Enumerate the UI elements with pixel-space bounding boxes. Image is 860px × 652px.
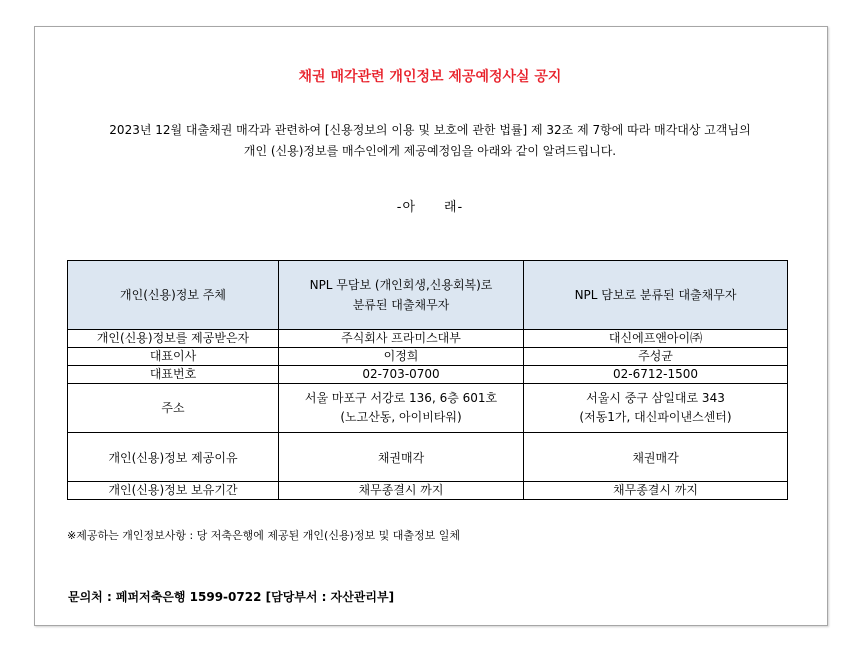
cell-secured: 채권매각 [524,433,788,482]
contact-info: 문의처 : 페퍼저축은행 1599-0722 [담당부서 : 자산관리부] [68,590,395,604]
address-line-2: (노고산동, 아이비타워) [340,410,462,424]
section-marker: -아 래- [396,200,464,215]
header-secured: NPL 담보로 분류된 대출채무자 [524,261,788,330]
address-line-1: 서울시 중구 삼일대로 343 [586,391,725,405]
header-unsecured-line-2: 분류된 대출채무자 [352,298,450,312]
cell-unsecured: 채무종결시 까지 [279,482,524,500]
cell-secured: 채무종결시 까지 [524,482,788,500]
row-label: 주소 [68,384,279,433]
table-row [68,482,788,500]
header-unsecured [279,261,524,330]
row-label: 개인(신용)정보를 제공받은자 [68,330,279,348]
cell-unsecured: 채권매각 [279,433,524,482]
table-row [68,366,788,384]
cell-unsecured [279,384,524,433]
row-label: 개인(신용)정보 제공이유 [68,433,279,482]
row-label: 대표이사 [68,348,279,366]
cell-secured: 주성균 [524,348,788,366]
intro-text [60,120,800,162]
header-unsecured-line-1: NPL 무담보 (개인회생,신용회복)로 [309,278,493,292]
cell-unsecured: 주식회사 프라미스대부 [279,330,524,348]
cell-secured [524,384,788,433]
intro-line-1: 2023년 12월 대출채권 매각과 관련하여 [신용정보의 이용 및 보호에 관한 법률] 제 32조 제 7항에 따라 매각대상 고객님의 [109,123,751,137]
table-row [68,330,788,348]
table-row [68,433,788,482]
table-row [68,348,788,366]
table-row [68,384,788,433]
row-label: 개인(신용)정보 보유기간 [68,482,279,500]
footnote: ※제공하는 개인정보사항 : 당 저축은행에 제공된 개인(신용)정보 및 대출정보 일체 [67,529,461,542]
row-label: 대표번호 [68,366,279,384]
cell-secured: 대신에프앤아이㈜ [524,330,788,348]
header-subject: 개인(신용)정보 주체 [68,261,279,330]
intro-line-2: 개인 (신용)정보를 매수인에게 제공예정임을 아래와 같이 알려드립니다. [243,144,617,158]
cell-secured: 02-6712-1500 [524,366,788,384]
notice-title: 채권 매각관련 개인정보 제공예정사실 공지 [298,69,562,85]
cell-unsecured: 이정희 [279,348,524,366]
cell-unsecured: 02-703-0700 [279,366,524,384]
info-table [67,260,788,500]
address-line-1: 서울 마포구 서강로 136, 6층 601호 [304,391,498,405]
table-header-row [68,261,788,330]
address-line-2: (저동1가, 대신파이낸스센터) [579,410,732,424]
